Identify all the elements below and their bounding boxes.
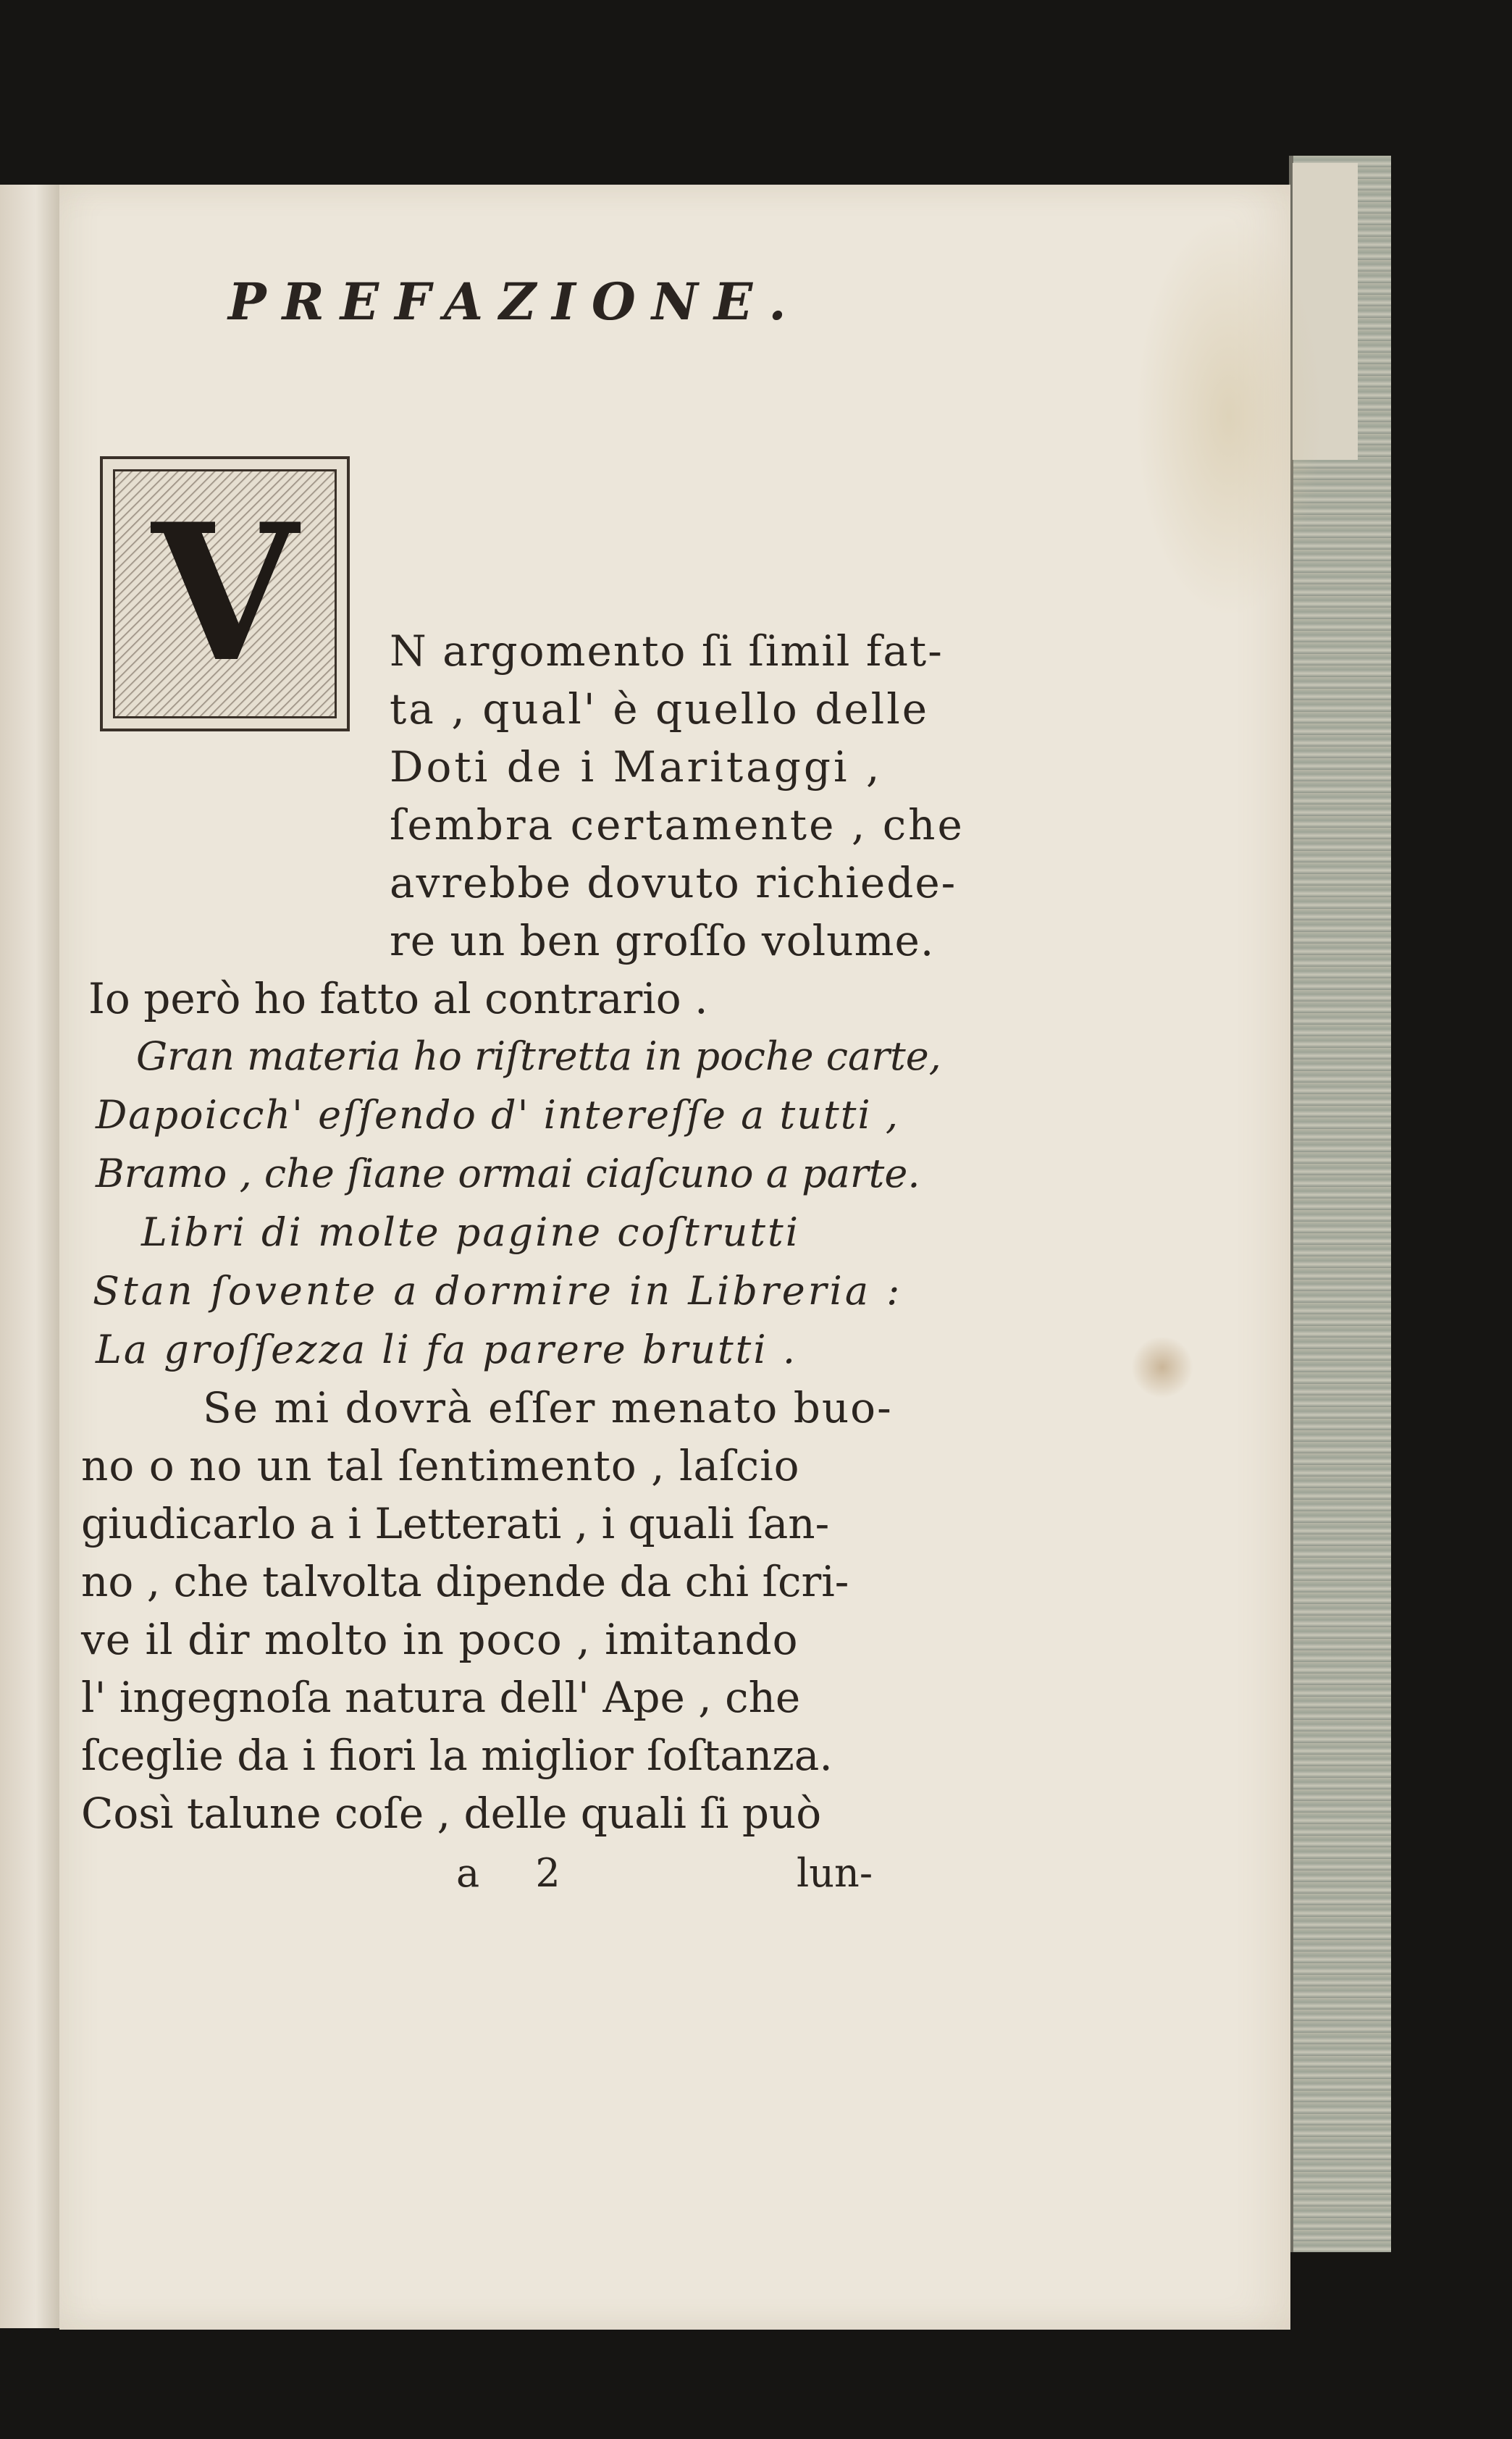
text-line: Così talune coſe , delle quali ſi può (81, 1789, 822, 1838)
initial-letter: V (151, 483, 298, 704)
text-line: no , che talvolta dipende da chi ſcri- (81, 1557, 849, 1606)
facing-page-edge (0, 185, 59, 2328)
verse-line: Stan ſovente a dormire in Libreria : (93, 1268, 903, 1314)
text-line: avrebbe dovuto richiede- (390, 858, 957, 907)
text-line: no o no un tal ſentimento , laſcio (81, 1441, 800, 1490)
foxing-stain (1135, 214, 1323, 619)
text-line: l' ingegnoſa natura dell' Ape , che (81, 1673, 801, 1722)
verse-line: La groſſezza li fa parere brutti . (96, 1327, 797, 1372)
catchword: lun- (797, 1850, 873, 1896)
verse-line: Gran materia ho riſtretta in poche carte, (136, 1033, 941, 1079)
text-line: ſceglie da i fiori la miglior ſoſtanza. (81, 1731, 833, 1780)
verse-line: Bramo , che ſiane ormai ciaſcuno a parte. (96, 1151, 920, 1196)
text-line: giudicarlo a i Letterati , i quali ſan- (81, 1499, 830, 1548)
text-line: re un ben groſſo volume. (390, 916, 935, 965)
text-line: ta , qual' è quello delle (390, 684, 930, 734)
page-title: PREFAZIONE. (228, 272, 802, 332)
text-line: ſembra certamente , che (390, 800, 965, 849)
text-line: Doti de i Maritaggi , (390, 742, 883, 792)
initial-ornament (113, 469, 337, 718)
ink-spot (1131, 1336, 1193, 1398)
text-line: Io però ho fatto al contrario . (88, 974, 708, 1023)
text-line: Se mi dovrà eſſer menato buo- (203, 1383, 893, 1432)
signature-mark: a 2 (456, 1850, 582, 1896)
verse-line: Dapoicch' eſſendo d' intereſſe a tutti , (96, 1092, 900, 1138)
text-line: ve il dir molto in poco , imitando (81, 1615, 799, 1664)
verse-line: Libri di molte pagine coſtrutti (141, 1209, 800, 1255)
decorated-initial (100, 456, 350, 731)
text-line: N argomento ſi ſimil fat- (390, 626, 944, 676)
